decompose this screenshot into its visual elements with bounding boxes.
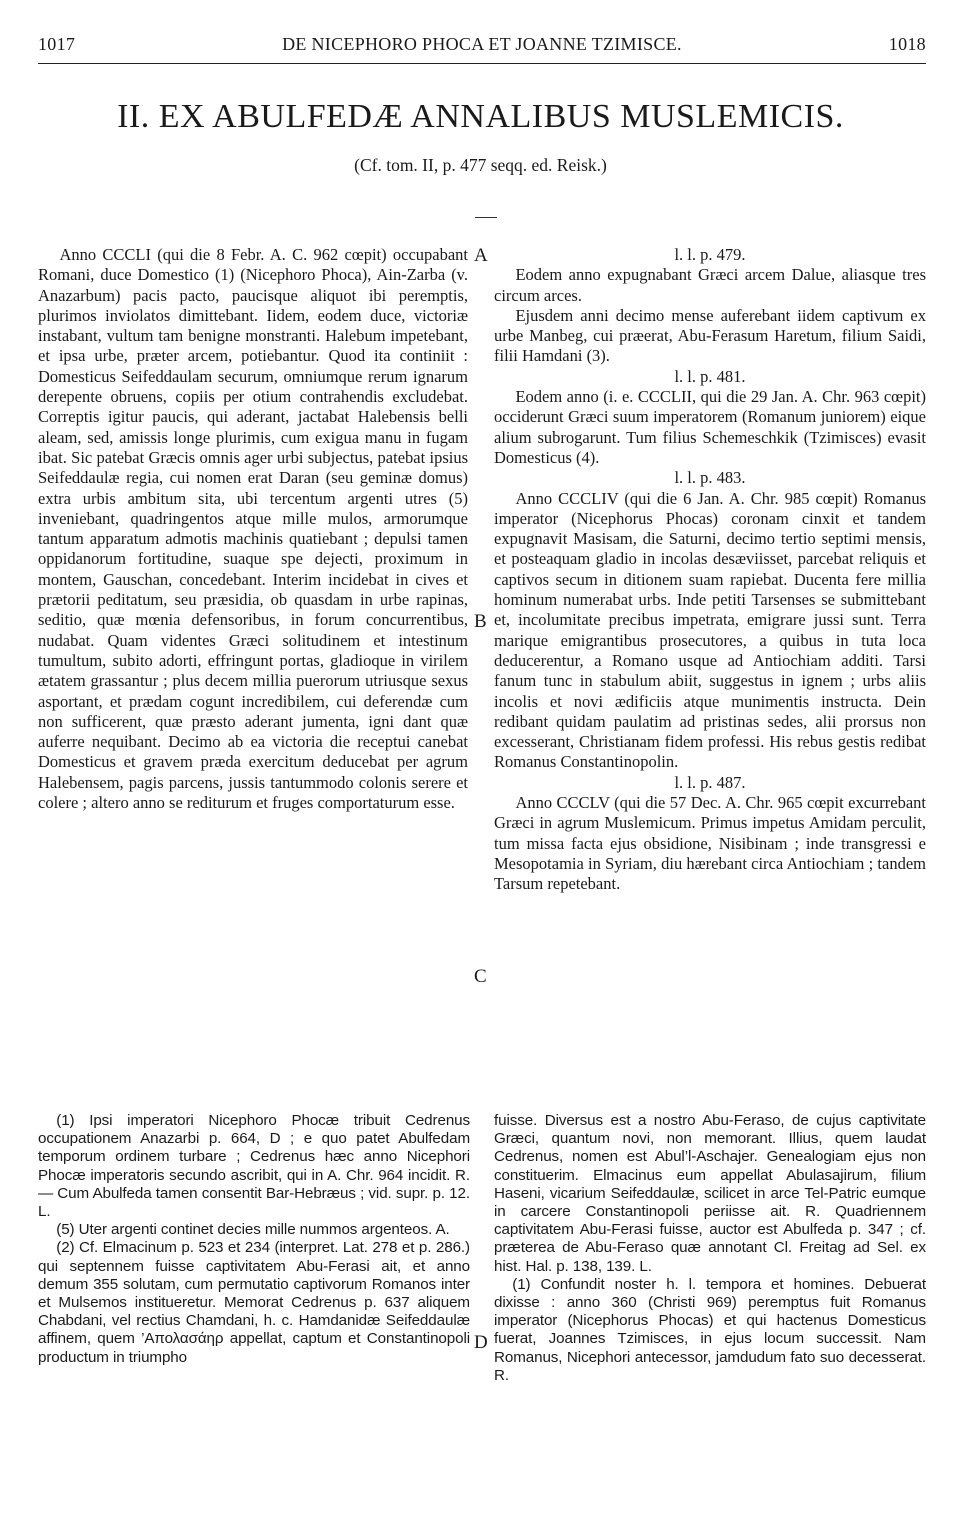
margin-marker-c: C [474,966,487,987]
running-head [38,34,926,55]
margin-marker-a: A [474,245,488,266]
header-rule [38,63,926,64]
margin-marker-b: B [474,611,487,632]
paragraph: Eodem anno expugnabant Græci arcem Dalue, aliasque tres circum arces. [494,265,926,305]
footnote: fuisse. Diversus est a nostro Abu-Feraso, de cujus captivitate Græci, quantum novi, non memorant. Illius, quem laudat Cedrenus, nomen est Abul’l-Aschajer. Genealogiam ejus non constituerim. Elmacinus eum appellat Abulasajirum, filium Haseni, vicarium Seifeddaulæ, scilicet in arce Tel-Patric eumque in carcere Constantinopoli periisse ait. R. Quadriennem captivitatem Abu-Ferasi fuisse, auctor est Abulfeda p. 347 ; cf. præterea de Abu-Feraso quæ annotant Cl. Freitag ad Sel. ex hist. Hal. p. 138, 139. L. [494,1112,926,1275]
paragraph: Ejusdem anni decimo mense auferebant iidem captivum ex urbe Manbeg, cui præerat, Abu-Ferasum Haretum, filium Saidi, filii Hamdani (3). [494,305,926,366]
paragraph: Eodem anno (i. e. CCCLII, qui die 29 Jan. A. Chr. 963 cœpit) occiderunt Græci suum imperatorem (Romanum juniorem) eique alium subrogarunt. Tum filius Schemeschkik (Tzimisces) evasit Domesticus (4). [494,387,926,467]
page-number-right: 1018 [888,34,926,54]
paragraph: Anno CCCLV (qui die 57 Dec. A. Chr. 965 cœpit excurrebant Græci in agrum Muslemicum. Primus impetus Amidam perculit, tum missa facta ejus obsidione, Nisibinam ; inde transgressi e Mesopotamia in Syriam, diu hærebant circa Antiochiam ; tandem Tarsum repetebant. [494,793,926,894]
footnotes-left-column [38,1112,470,1367]
footnote: (1) Confundit noster h. l. tempora et homines. Debuerat dixisse : anno 360 (Christi 969) peremptus fuit Romanus imperator (Nicephorus Phocas) et qui hactenus Domesticus fuerat, Joannes Tzimisces, in ejus locum successit. Nam Romanus, Nicephori antecessor, jamdudum fato suo decesserat. R. [494,1275,926,1384]
chapter-subtitle: (Cf. tom. II, p. 477 seqq. ed. Reisk.) [354,155,607,175]
source-reference: l. l. p. 481. [674,366,746,386]
footnote: (5) Uter argenti continet decies mille nummos argenteos. A. [56,1221,450,1239]
margin-marker-d: D [474,1332,488,1353]
chapter-title: II. EX ABULFEDÆ ANNALIBUS MUSLEMICIS. [117,98,844,135]
source-reference: l. l. p. 479. [674,245,746,264]
main-text-right-column [494,245,926,895]
source-reference: l. l. p. 483. [674,468,746,488]
section-dash [475,217,497,218]
footnotes-right-column [494,1112,926,1385]
source-reference: l. l. p. 487. [674,772,746,792]
paragraph: Anno CCCLI (qui die 8 Febr. A. C. 962 cœpit) occupabant Romani, duce Domestico (1) (Nicephoro Phoca), Ain-Zarba (v. Anazarbum) pacis pacto, paucisque aliquot ibi peremptis, plurimos inviolatos dimittebant. Iidem, eodem duce, victoriæ instabant, vultum tam benigne monstranti. Halebum impetebant, et ipsa urbe, præter arcem, potiebantur. Quod ita continiit : Domesticus Seifeddaulam securum, omniumque rerum ignarum derepente obruens, copiis per otium contrahendis excludebat. Correptis igitur paucis, qui aderant, jactabat Halebensis belli aleam, sed, amissis longe plurimis, cum exigua manu in fugam ibat. Sic patebat Græcis omnis ager urbi subjectus, patebat ipsius Seifeddaulæ regia, cui nomen erat Daran (seu geminæ domus) extra urbis ambitum sita, ubi tercentum argenti utres (5) inveniebant, quadringentos atque mille mulos, armorumque tantum apparatum admotis machinis quatiebant ; depulsi tamen oppidanorum fortitudine, suaque spe dejecti, proximum in montem, Gauschan, concedebant. Interim incidebat in cives et prætorii peditatum, seu præsidia, ob quasdam in urbe rapinas, seditio, quæ mœnia defensoribus, in forum concurrentibus, nudabat. Quam videntes Græci solitudinem et intestinum tumultum, subito adorti, effringunt portas, gladioque in virilem ætatem grassantur ; plus decem millia puerorum utriusque sexus asportant, et prædam cogunt incredibilem, cui deferendæ cum non sufficerent, quæ præsto aderant jumenta, igni dant quæ auferre nequibant. Decimo ab ea victoria die receptui canebat Domesticus et gravem præda exercitum deducebat per agrum Halebensem, pagis parcens, jussis tantummodo colonis serere et colere ; altero anno se rediturum et fruges comportaturum esse. [38,245,468,813]
running-title: DE NICEPHORO PHOCA ET JOANNE TZIMISCE. [282,34,682,54]
main-text-left-column [38,245,468,813]
footnote: (1) Ipsi imperatori Nicephoro Phocæ tribuit Cedrenus occupationem Anazarbi p. 664, D ; e quo patet Abulfedam temporum ordinem turbare ; Cedrenus hæc anno Nicephori Phocæ imperatoris secundo ascribit, qui in A. Chr. 964 incidit. R. — Cum Abulfeda tamen consentit Bar-Hebræus ; vid. supr. p. 12. L. [38,1112,470,1221]
footnote: (2) Cf. Elmacinum p. 523 et 234 (interpret. Lat. 278 et p. 286.) qui septennem fuisse captivitatem Abu-Ferasi ait, et anno demum 355 solutam, cum permutatio captivorum Romanos inter et Mulsemos institueretur. Memorat Cedrenus p. 637 aliquem Chabdani, vel rectius Chamdani, h. c. Hamdanidæ Seifeddaulæ affinem, quem ’Απολασάηρ appellat, captum et Constantinopoli productum in triumpho [38,1239,470,1366]
page-number-left: 1017 [38,34,76,54]
paragraph: Anno CCCLIV (qui die 6 Jan. A. Chr. 985 cœpit) Romanus imperator (Nicephorus Phocas) coronam cinxit et tandem expugnavit Masisam, die Saturni, decimo tertio septimi mensis, et posteaquam gladio in incolas desæviisset, parcebat reliquis et captivos secum in ditionem suam rapiebat. Ducenta fere millia hominum numerabat urbs. Inde petiti Tarsenses se submittebant et, incolumitate precibus impetrata, emigrare jussi sunt. Terra marique emigrantibus prosecutores, a quibus in tuta loca deducerentur, a Romano usque ad Antiochiam additi. Tarsi fanum tunc in stabulum abiit, suggestus in ignem ; urbs aliis incolis et novi ædificiis atque munimentis instructa. Dein redibant quidam paulatim ad pristinas sedes, alii prorsus non excesserant, Christianam fidem professi. His rebus gestis redibat Romanus Constantinopolin. [494,488,926,772]
